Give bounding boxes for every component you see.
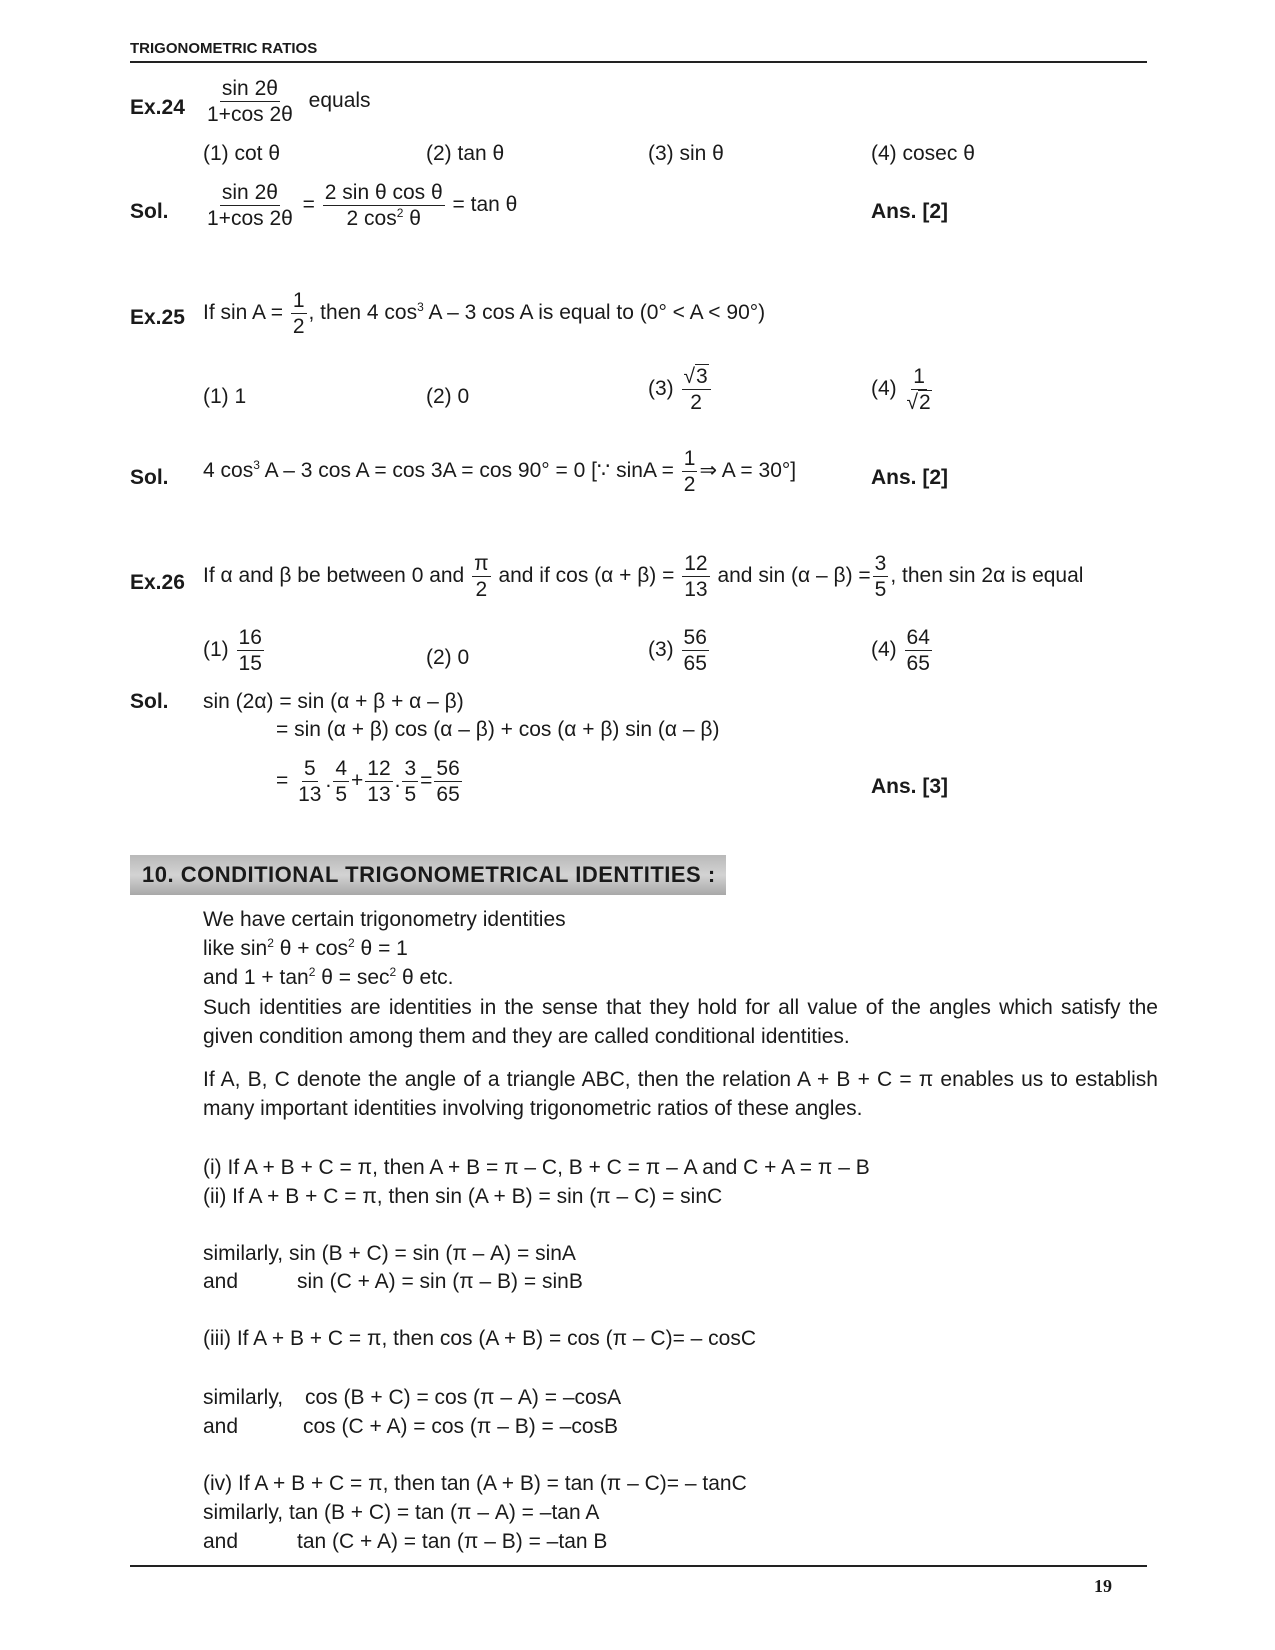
ex26-answer: Ans. [3]: [871, 775, 949, 798]
identity-iv: (iv) If A + B + C = π, then tan (A + B) = tan (π – C)= – tanC: [203, 1472, 747, 1495]
similarly-sin-2: and sin (C + A) = sin (π – B) = sinB: [203, 1270, 583, 1293]
ex24-solution: $\frac{\sin 2\theta}{1+\cos 2\theta}$ = $\frac{\text{2 sin θ cos θ}}{2 \cos^2 \theta}$ = tan θ: [207, 181, 518, 231]
ex26-sol-label: Sol.: [130, 690, 169, 713]
header-rule: [130, 61, 1147, 63]
similarly-cos-2: and cos (C + A) = cos (π – B) = –cosB: [203, 1415, 619, 1438]
ex26-sol-line-1: sin (2α) = sin (α + β + α – β): [203, 690, 464, 713]
ex25-solution: 4 $\cos^3 A - 3$ cos A = cos 3A = cos 90° = 0 [∵ sinA = $\frac{1}{2}$ ⇒ A = 30°]: [203, 447, 797, 497]
body-line-1: We have certain trigonometry identities: [203, 908, 566, 931]
identity-i: (i) If A + B + C = π, then A + B = π – C, B + C = π – A and C + A = π – B: [203, 1156, 870, 1179]
ex25-answer: Ans. [2]: [871, 466, 949, 489]
ex25-option-3: (3) $\frac{√3}{2}$: [648, 364, 713, 415]
running-header: TRIGONOMETRIC RATIOS: [130, 40, 318, 57]
page-number: 19: [1094, 1576, 1112, 1596]
ex24-fraction: $\frac{\sin 2\theta}{1+\cos 2\theta}$: [207, 77, 293, 127]
ex24-option-1: (1) cot θ: [203, 142, 281, 165]
ex26-option-4: (4) $\frac{64}{65}$: [871, 626, 930, 676]
identity-iii: (iii) If A + B + C = π, then cos (A + B) = cos (π – C)= – cosC: [203, 1327, 757, 1350]
section-heading: 10. CONDITIONAL TRIGONOMETRICAL IDENTITIES :: [142, 862, 716, 887]
similarly-sin-1: similarly, sin (B + C) = sin (π – A) = sinA: [203, 1242, 576, 1265]
ex24-label: Ex.24: [130, 96, 185, 119]
ex25-option-1: (1) 1: [203, 385, 247, 408]
similarly-tan-2: and tan (C + A) = tan (π – B) = –tan B: [203, 1530, 608, 1553]
ex26-sol-line-2: = sin (α + β) cos (α – β) + cos (α + β) sin (α – β): [276, 718, 720, 741]
footer-rule: [130, 1565, 1147, 1567]
ex24-question: [203, 76, 371, 127]
body-paragraph-1: Such identities are identities in the sense that they hold for all value of the angles which satisfy the given condition among them and they are called conditional identities.: [203, 996, 1158, 1048]
body-line-2: like $\sin^2 \theta + \cos^2 \theta = 1$: [203, 936, 408, 960]
ex26-question: If α and β be between 0 and $\frac{\pi}{2}$ and if cos (α + β) = $\frac{12}{13}$ and sin (α – β) = $\frac{3}{5}$ , then sin 2α is equal: [203, 552, 1084, 602]
ex25-option-4: (4) $\frac{1}{√2}$: [871, 365, 931, 415]
body-line-3: and $1 + \tan^2 \theta = \sec^2 \theta$ etc.: [203, 965, 454, 989]
ex26-option-1: (1) $\frac{16}{15}$: [203, 626, 262, 676]
similarly-cos-1: similarly, cos (B + C) = cos (π – A) = –cosA: [203, 1386, 622, 1409]
identity-ii: (ii) If A + B + C = π, then sin (A + B) = sin (π – C) = sinC: [203, 1185, 723, 1208]
ex25-option-2: (2) 0: [426, 385, 470, 408]
ex24-sol-label: Sol.: [130, 200, 169, 223]
ex26-option-2: (2) 0: [426, 646, 470, 669]
ex26-label: Ex.26: [130, 571, 185, 594]
ex25-question: If sin A = $\frac{1}{2}$ , then 4 $\cos^3 A - 3$ cos A is equal to (0° < A < 90°): [203, 289, 766, 339]
ex26-sol-line-3: = $\frac{5}{13}$ . $\frac{4}{5}$ + $\frac{12}{13}$ . $\frac{3}{5}$ = $\frac{56}{65}$: [276, 757, 460, 807]
ex24-stem: equals: [308, 89, 371, 113]
body-paragraph-2: If A, B, C denote the angle of a triangle ABC, then the relation A + B + C = π enables us to establish many important identities involving trigonometric ratios of these angles.: [203, 1068, 1158, 1120]
ex24-option-3: (3) sin θ: [648, 142, 724, 165]
ex24-option-4: (4) cosec θ: [871, 142, 975, 165]
ex25-sol-label: Sol.: [130, 466, 169, 489]
ex24-answer: Ans. [2]: [871, 200, 949, 223]
similarly-tan-1: similarly, tan (B + C) = tan (π – A) = –tan A: [203, 1501, 600, 1524]
ex26-option-3: (3) $\frac{56}{65}$: [648, 626, 707, 676]
ex24-option-2: (2) tan θ: [426, 142, 505, 165]
ex25-label: Ex.25: [130, 306, 185, 329]
section-heading-bar: [130, 855, 726, 895]
